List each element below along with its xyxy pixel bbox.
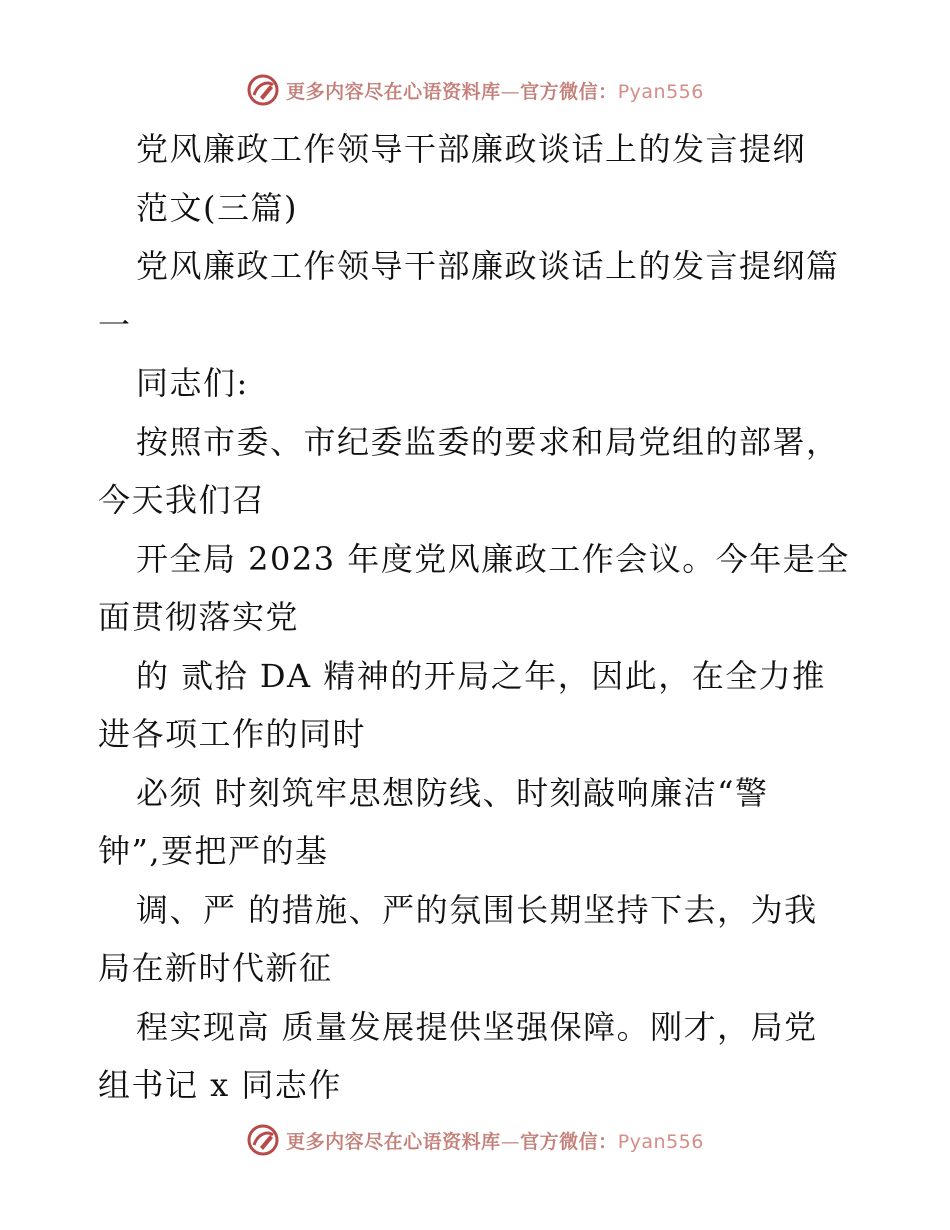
brand-logo-icon <box>246 1123 280 1157</box>
document-line: 同志们: <box>136 364 249 402</box>
document-body <box>98 120 858 1115</box>
document-line: 程实现高 质量发展提供坚强保障。刚才，局党 <box>136 1007 818 1046</box>
document-line: 进各项工作的同时 <box>98 715 367 753</box>
document-line: 一 <box>98 305 132 344</box>
document-line: 组书记 x 同志作 <box>98 1066 342 1104</box>
watermark-wechat-label: 官方微信： <box>520 1130 618 1153</box>
document-line: 必须 时刻筑牢思想防线、时刻敲响廉洁“警 <box>136 773 769 812</box>
document-line: 按照市委、市纪委监委的要求和局党组的部署， <box>136 422 840 461</box>
document-line: 范文(三篇) <box>136 188 298 227</box>
document-line: 钟”,要把严的基 <box>98 832 329 870</box>
document-line: 调、严 的措施、严的氛围长期坚持下去，为我 <box>136 890 818 929</box>
watermark-brand: 更多内容尽在心语资料库 <box>286 1130 501 1153</box>
document-line: 局在新时代新征 <box>98 949 333 987</box>
document-line: 的 贰拾 DA 精神的开局之年，因此，在全力推 <box>136 656 826 695</box>
watermark-wechat-id: Pyan556 <box>617 80 704 103</box>
header-watermark <box>0 70 950 110</box>
watermark-brand: 更多内容尽在心语资料库 <box>286 80 501 103</box>
watermark-wechat-id: Pyan556 <box>617 1130 704 1153</box>
footer-watermark <box>0 1120 950 1160</box>
watermark-separator: — <box>500 80 521 103</box>
watermark-text <box>286 1127 704 1154</box>
document-line: 面贯彻落实党 <box>98 598 300 636</box>
document-line: 今天我们召 <box>98 481 266 519</box>
document-line: 党风廉政工作领导干部廉政谈话上的发言提纲篇 <box>136 247 840 285</box>
watermark-wechat-label: 官方微信： <box>520 80 618 103</box>
document-line: 党风廉政工作领导干部廉政谈话上的发言提纲 <box>136 130 807 168</box>
watermark-text <box>286 77 704 104</box>
document-line: 开全局 2023 年度党风廉政工作会议。今年是全 <box>136 539 850 578</box>
brand-logo-icon <box>246 73 280 107</box>
watermark-separator: — <box>500 1130 521 1153</box>
